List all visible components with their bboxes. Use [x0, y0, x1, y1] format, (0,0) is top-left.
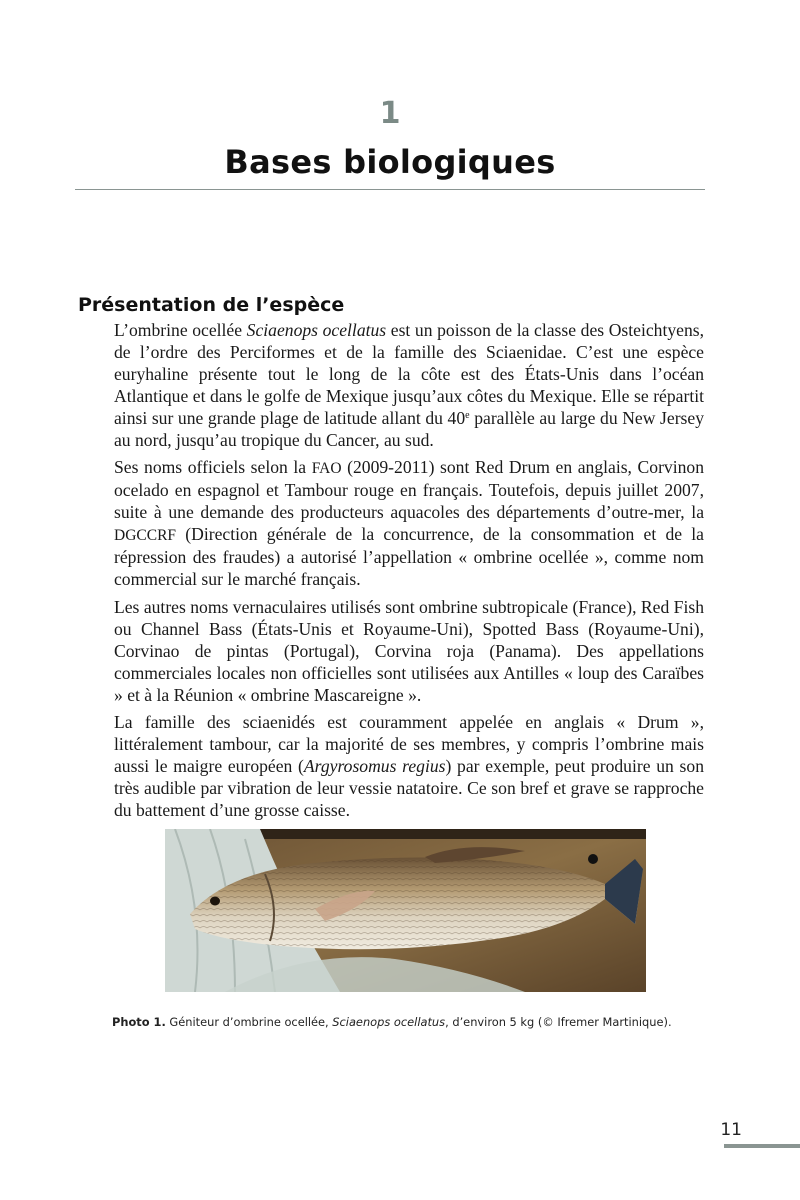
fish-photo: [165, 829, 646, 992]
page-number: 11: [720, 1120, 742, 1140]
caption-label: Photo 1.: [112, 1015, 166, 1029]
superscript: e: [465, 409, 470, 421]
species-name: Sciaenops ocellatus: [246, 320, 387, 340]
chapter-number: 1: [379, 96, 401, 131]
species-name: Argyrosomus regius: [303, 756, 446, 777]
paragraph-2: Ses noms officiels selon la FAO (2009-2011) sont Red Drum en anglais, Corvinon ocelado en espagnol et Tambour rouge en français. Toutefois, depuis juillet 2007, suite à une demande des producteurs aquacoles des départements d’outre-mer, la DGCCRF (Direction générale de la concurrence, de la consommation et de la répression des fraudes) a autorisé l’appellation « ombrine ocellée », comme nom commercial sur le marché français.: [114, 457, 705, 589]
acronym-fao: FAO: [311, 460, 342, 478]
body-text: [114, 320, 704, 828]
chapter-title: Bases biologiques: [224, 143, 556, 181]
page-number-rule: [724, 1144, 800, 1148]
paragraph-3: Les autres noms vernaculaires utilisés sont ombrine subtropicale (France), Red Fish ou Channel Bass (États-Unis et Royaume-Uni), Spotted Bass (Royaume-Uni), Corvinao de pintas (Portugal), Corvina roja (Panama). Des appellations commerciales locales non officielles sont utilisées aux Antilles « loup des Caraïbes » et à la Réunion « ombrine Mascareigne ».: [114, 596, 704, 705]
title-divider: [75, 189, 705, 190]
photo-caption: Photo 1. Géniteur d’ombrine ocellée, Sciaenops ocellatus, d’environ 5 kg (© Ifremer Martinique).: [112, 1015, 672, 1029]
paragraph-1: L’ombrine ocellée Sciaenops ocellatus est un poisson de la classe des Osteichtyens, de l’ordre des Perciformes et de la famille des Sciaenidae. C’est une espèce euryhaline présente tout le long de la côte est des États-Unis dans l’océan Atlantique et dans le golfe de Mexique jusqu’aux côtes du Mexique. Elle se répartit ainsi sur une grande plage de latitude allant du 40e parallèle au large du New Jersey au nord, jusqu’au tropique du Cancer, au sud.: [114, 320, 705, 450]
species-name: Sciaenops ocellatus: [332, 1015, 446, 1029]
section-heading: Présentation de l’espèce: [78, 294, 345, 316]
paragraph-4: La famille des sciaenidés est couramment appelée en anglais « Drum », littéralement tambour, car la majorité de ses membres, y compris l’ombrine mais aussi le maigre européen (Argyrosomus regius) par exemple, peut produire un son très audible par vibration de leur vessie natatoire. Ce son bref et grave se rapproche du battement d’une grosse caisse.: [114, 712, 704, 821]
acronym-dgccrf: DGCCRF: [114, 527, 177, 545]
